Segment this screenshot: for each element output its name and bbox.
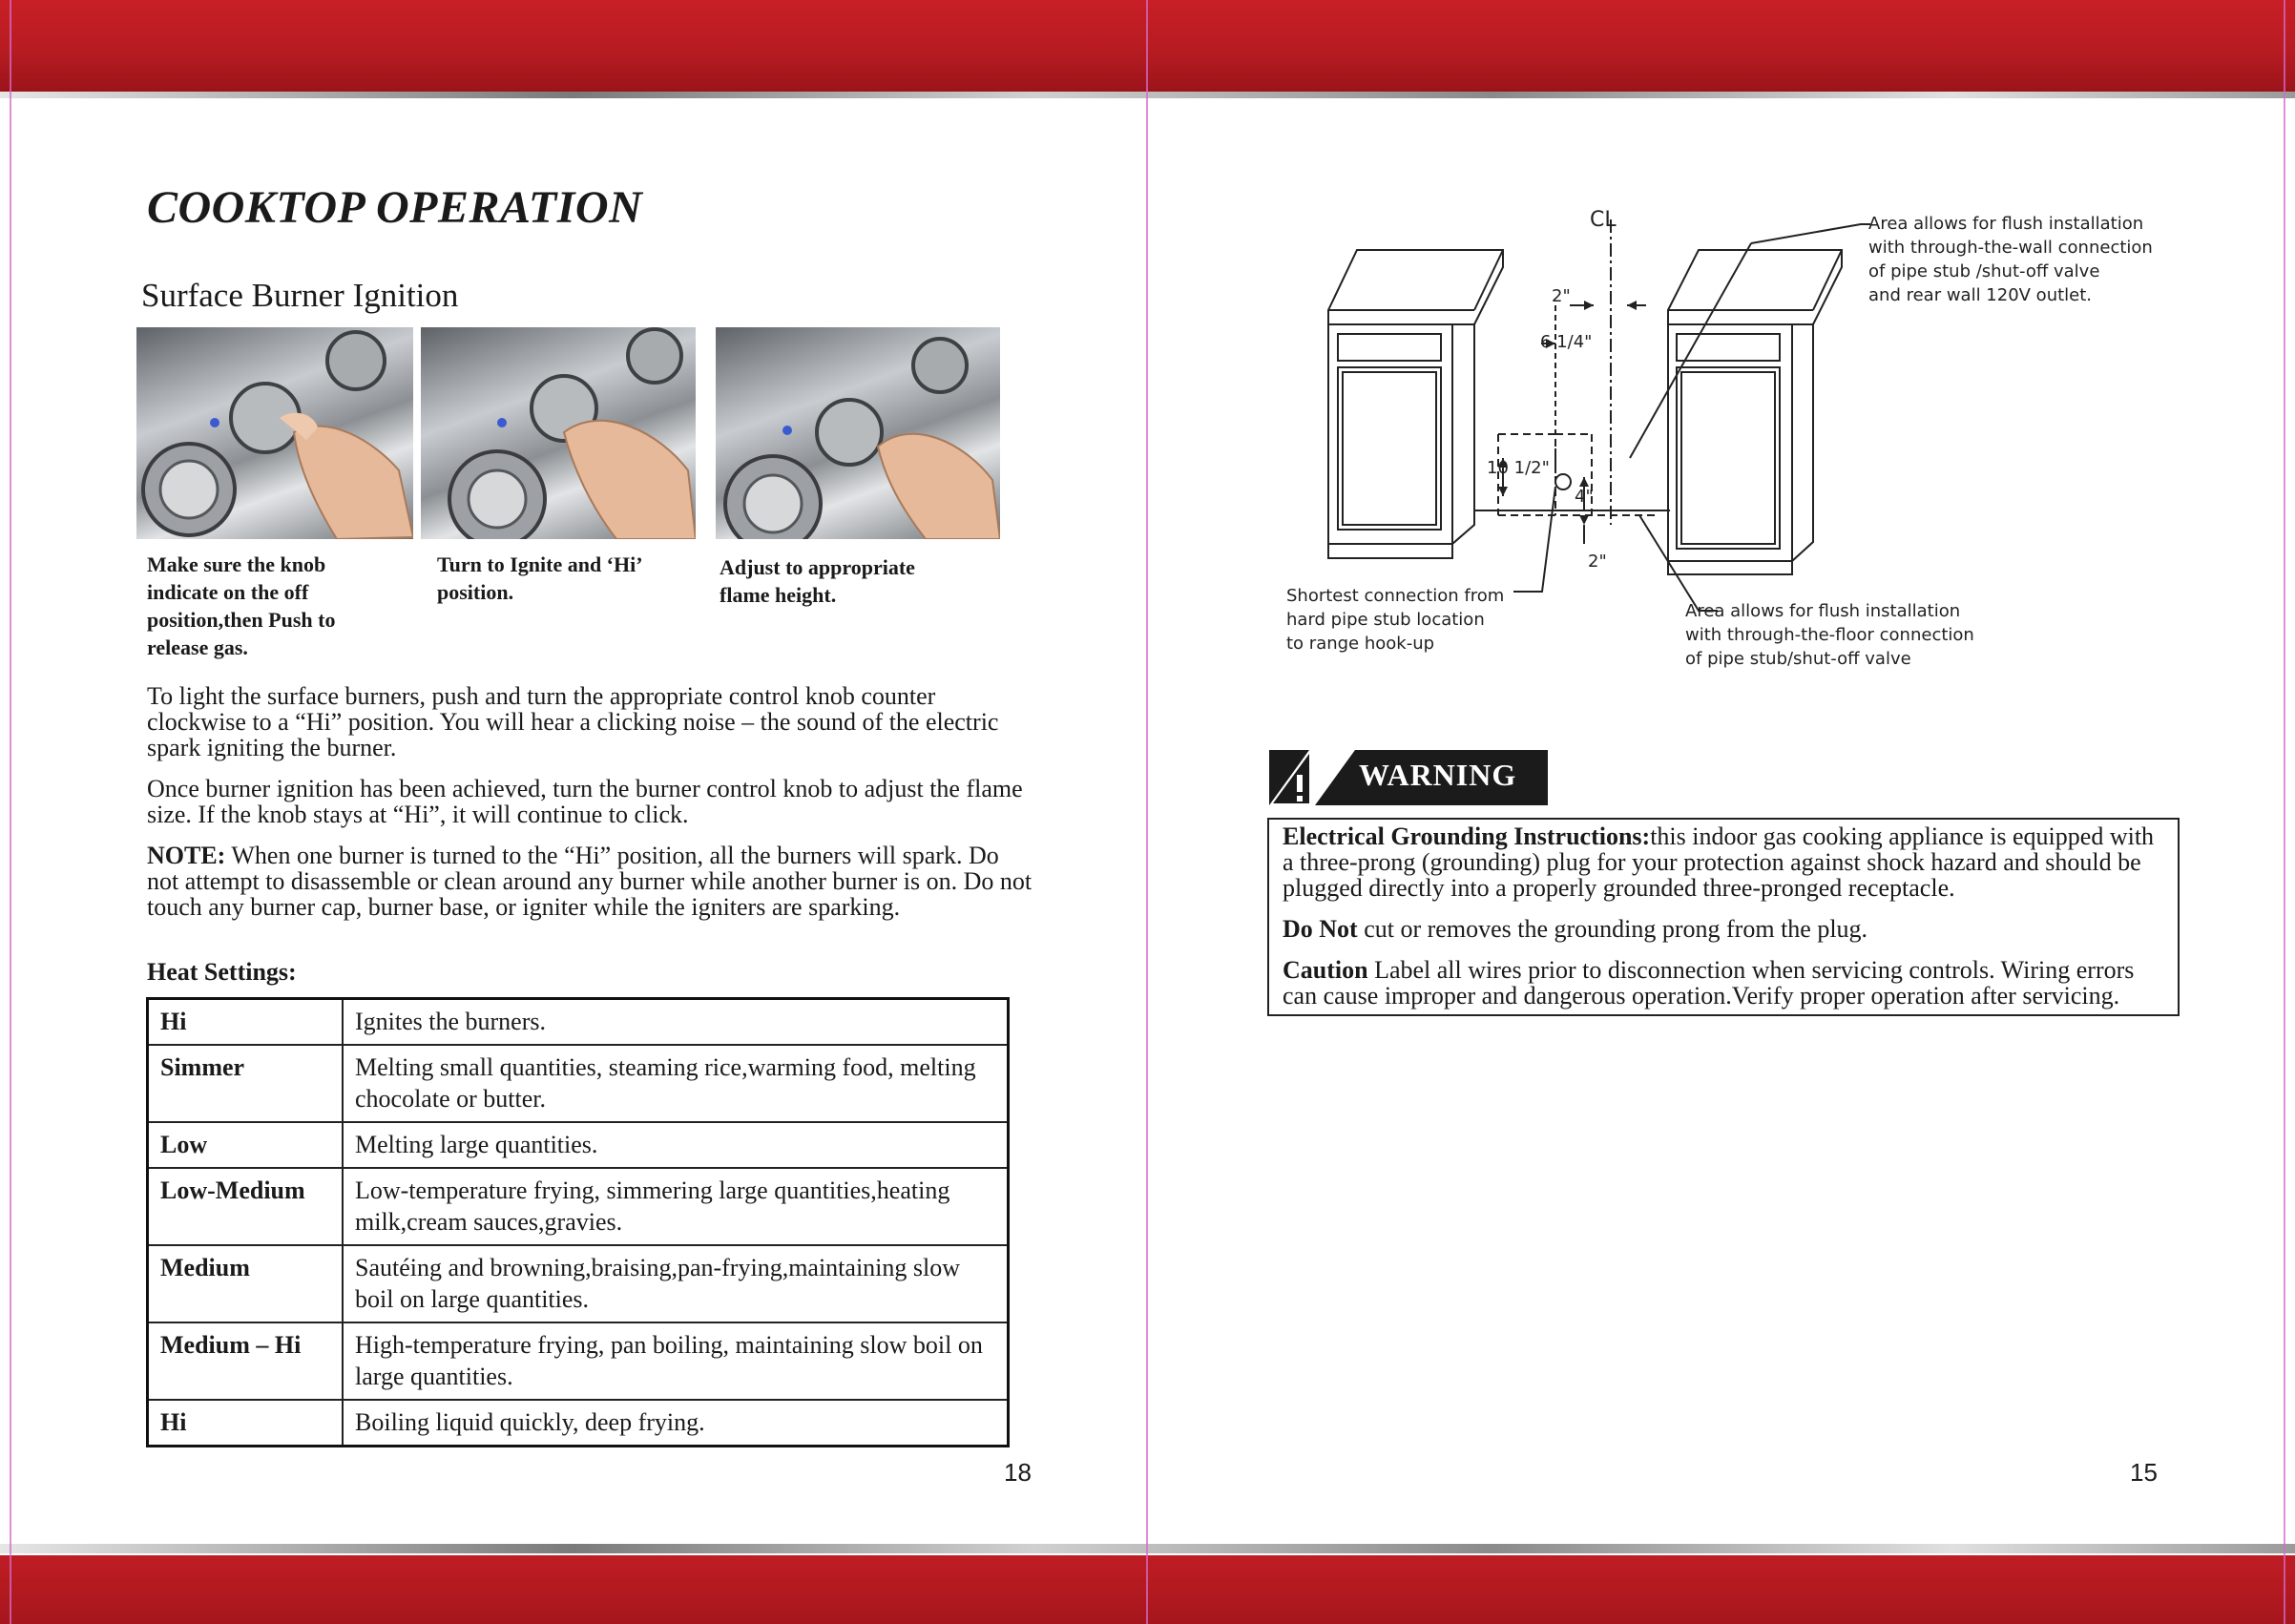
table-row xyxy=(148,1045,1009,1122)
photo-push-knob xyxy=(136,327,413,539)
grounding-label: Electrical Grounding Instructions: xyxy=(1283,822,1651,850)
caution-label: Caution xyxy=(1283,956,1368,984)
callout-line: of pipe stub/shut-off valve xyxy=(1685,649,1911,669)
heat-setting-use: Melting small quantities, steaming rice,warming food, melting chocolate or butter. xyxy=(343,1045,1009,1122)
callout-line: Area allows for flush installation xyxy=(1685,601,1961,621)
table-row xyxy=(148,1400,1009,1447)
paragraph-light-burners: To light the surface burners, push and turn the appropriate control knob counter clockwise to a “Hi” position. You will hear a clicking noise – the sound of the electric spark igniting the burner. xyxy=(147,682,999,761)
heat-setting-name: Hi xyxy=(148,999,344,1046)
callout-line: of pipe stub /shut-off valve xyxy=(1868,261,2100,281)
callout-shortest-connection xyxy=(1286,584,1504,656)
note-label: NOTE: xyxy=(147,842,226,869)
callout-floor-connection xyxy=(1685,599,1974,671)
trim-line-left xyxy=(10,0,11,1624)
photo-turn-knob xyxy=(421,327,696,539)
heat-setting-name: Hi xyxy=(148,1400,344,1447)
heat-setting-use: Boiling liquid quickly, deep frying. xyxy=(343,1400,1009,1447)
page-number-right: 15 xyxy=(2130,1458,2158,1487)
installation-diagram xyxy=(1269,200,2176,697)
callout-line: hard pipe stub location xyxy=(1286,610,1485,630)
dim-2-top: 2" xyxy=(1552,286,1571,306)
heat-setting-name: Medium – Hi xyxy=(148,1322,344,1400)
table-row xyxy=(148,1322,1009,1400)
warning-triangle-icon xyxy=(1269,750,1355,805)
photo-adjust-flame xyxy=(716,327,1000,539)
do-not-instruction xyxy=(1283,916,2164,942)
heat-setting-name: Low xyxy=(148,1122,344,1168)
callout-wall-connection xyxy=(1868,212,2153,307)
callout-line: with through-the-wall connection xyxy=(1868,238,2153,258)
caption-turn-knob: Turn to Ignite and ‘Hi’ position. xyxy=(437,552,641,604)
note-text: When one burner is turned to the “Hi” position, all the burners will spark. Do not attempt to disassemble or clean around any burner while another burner is on. Do not touch any burner cap, burner base, or igniter while the igniters are sparking. xyxy=(147,842,1033,921)
dim-2-bottom: 2" xyxy=(1588,552,1607,572)
caption-push-knob: Make sure the knob indicate on the off position,then Push to release gas. xyxy=(147,552,336,659)
do-not-text: cut or removes the grounding prong from the plug. xyxy=(1357,915,1868,943)
do-not-label: Do Not xyxy=(1283,915,1358,943)
heat-settings-table xyxy=(146,997,1010,1447)
grounding-instructions xyxy=(1283,823,2164,901)
caution-instruction xyxy=(1283,957,2164,1009)
callout-line: Shortest connection from xyxy=(1286,586,1505,606)
heat-setting-use: Low-temperature frying, simmering large quantities,heating milk,cream sauces,gravies. xyxy=(343,1168,1009,1245)
section-subtitle: Surface Burner Ignition xyxy=(141,277,459,314)
table-row xyxy=(148,1168,1009,1245)
callout-line: with through-the-floor connection xyxy=(1685,625,1974,645)
table-row xyxy=(148,999,1009,1046)
table-row xyxy=(148,1245,1009,1322)
heat-setting-use: Ignites the burners. xyxy=(343,999,1009,1046)
table-row xyxy=(148,1122,1009,1168)
heat-setting-name: Low-Medium xyxy=(148,1168,344,1245)
centerline-label: CL xyxy=(1590,208,1617,232)
warning-label: WARNING xyxy=(1359,758,1517,792)
dim-6-1-4: 6 1/4" xyxy=(1540,332,1593,352)
callout-line: and rear wall 120V outlet. xyxy=(1868,285,2093,305)
page-title: COOKTOP OPERATION xyxy=(147,182,643,233)
callout-line: Area allows for flush installation xyxy=(1868,214,2144,234)
heat-setting-name: Medium xyxy=(148,1245,344,1322)
dim-4: 4" xyxy=(1575,487,1594,507)
callout-line: to range hook-up xyxy=(1286,634,1435,654)
paragraph-ignition-achieved: Once burner ignition has been achieved, turn the burner control knob to adjust the flame size. If the knob stays at “Hi”, it will continue to click. xyxy=(147,775,1023,828)
heat-setting-use: Melting large quantities. xyxy=(343,1122,1009,1168)
trim-line-right xyxy=(2284,0,2285,1624)
dim-10-1-2: 10 1/2" xyxy=(1487,458,1550,478)
caution-text: Label all wires prior to disconnection when servicing controls. Wiring errors can cause improper and dangerous operation.Verify proper operation after servicing. xyxy=(1283,956,2135,1010)
heat-setting-use: High-temperature frying, pan boiling, maintaining slow boil on large quantities. xyxy=(343,1322,1009,1400)
heat-setting-use: Sautéing and browning,braising,pan-frying,maintaining slow boil on large quantities. xyxy=(343,1245,1009,1322)
grounding-text: this indoor gas cooking appliance is equipped with a three-prong (grounding) plug for your protection against shock hazard and should be plugged directly into a properly grounded three-pronged receptacle. xyxy=(1283,822,2155,902)
page-gutter-line xyxy=(1146,0,1148,1624)
heat-settings-label: Heat Settings: xyxy=(147,958,297,986)
caption-adjust-flame: Adjust to appropriate flame height. xyxy=(720,555,915,607)
warning-badge xyxy=(1269,750,1548,805)
heat-setting-name: Simmer xyxy=(148,1045,344,1122)
warning-box xyxy=(1267,818,2180,1016)
paragraph-note xyxy=(147,843,1034,920)
page-number-left: 18 xyxy=(1004,1458,1032,1487)
